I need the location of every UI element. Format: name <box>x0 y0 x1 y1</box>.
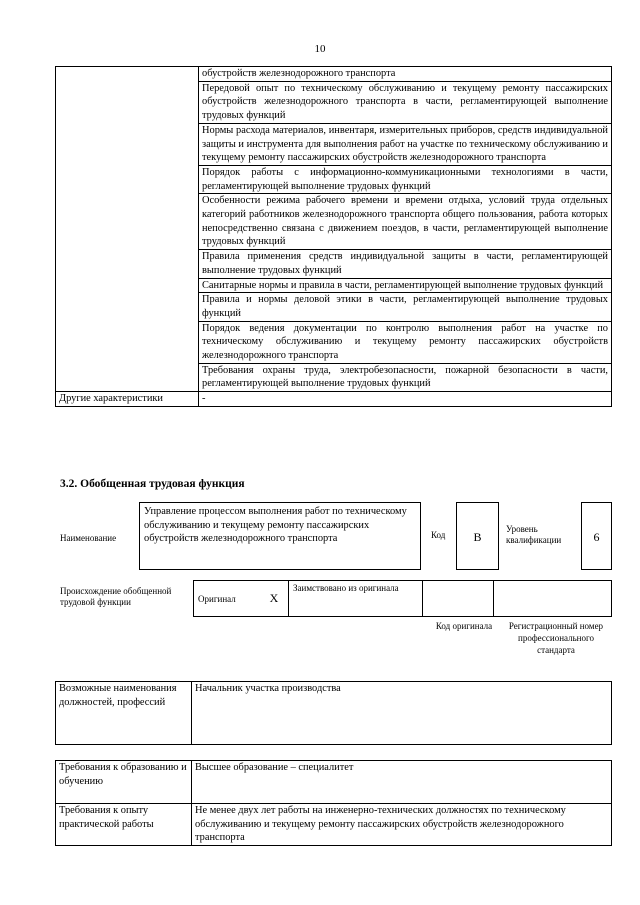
education-label: Требования к образованию и обучению <box>56 761 192 804</box>
education-table <box>55 760 612 846</box>
positions-value: Начальник участка производства <box>192 682 612 745</box>
other-characteristics-row <box>56 392 612 407</box>
function-level-box: 6 <box>581 502 612 570</box>
function-code-box: B <box>456 502 499 570</box>
knowledge-item: Порядок ведения документации по контролю выполнения работ на участке по техническому обслуживанию и текущему ремонту пассажирских обустройств железнодорожного транспорта <box>199 321 612 363</box>
code-original-cell <box>423 581 494 617</box>
code-label: Код <box>431 530 446 540</box>
knowledge-label-cell <box>56 67 199 392</box>
experience-value: Не менее двух лет работы на инженерно-технических должностях по техническому обслуживанию и текущему ремонту пассажирских обустройств железнодорожного транспорта <box>192 804 612 846</box>
knowledge-item: Нормы расхода материалов, инвентаря, измерительных приборов, средств индивидуальной защиты и инструмента для выполнения работ на участке по техническому обслуживанию и текущему ремонту пассажирских обустройств железнодорожного транспорта <box>199 123 612 165</box>
knowledge-table <box>55 66 612 407</box>
other-characteristics-label: Другие характеристики <box>56 392 199 407</box>
knowledge-item: Правила применения средств индивидуальной защиты в части, регламентирующей выполнение трудовых функций <box>199 250 612 278</box>
origin-table <box>193 580 612 617</box>
knowledge-item: Передовой опыт по техническому обслуживанию и текущему ремонту пассажирских обустройств железнодорожного транспорта в части, регламентирующей выполнение трудовых функций <box>199 81 612 123</box>
reg-number-cell <box>494 581 612 617</box>
section-title: 3.2. Обобщенная трудовая функция <box>60 478 245 490</box>
experience-label: Требования к опыту практической работы <box>56 804 192 846</box>
knowledge-row <box>56 67 612 82</box>
knowledge-item: Санитарные нормы и правила в части, регламентирующей выполнение трудовых функций <box>199 278 612 293</box>
education-value: Высшее образование – специалитет <box>192 761 612 804</box>
borrowed-label: Заимствовано из оригинала <box>289 581 423 617</box>
name-label: Наименование <box>60 533 117 543</box>
level-label: Уровень квалификации <box>506 524 562 545</box>
page-number: 10 <box>314 43 326 55</box>
function-name-box: Управление процессом выполнения работ по техническому обслуживанию и текущему ремонту пассажирских обустройств железнодорожного транспорта <box>139 502 421 570</box>
positions-label: Возможные наименования должностей, профессий <box>56 682 192 745</box>
positions-table <box>55 681 612 745</box>
knowledge-item: Правила и нормы деловой этики в части, регламентирующей выполнение трудовых функций <box>199 293 612 321</box>
original-label: Оригинал <box>194 581 261 617</box>
origin-label: Происхождение обобщенной трудовой функции <box>60 586 172 607</box>
knowledge-item: обустройств железнодорожного транспорта <box>199 67 612 82</box>
code-original-label: Код оригинала <box>435 621 493 631</box>
knowledge-item: Особенности режима рабочего времени и времени отдыха, условий труда отдельных категорий работников железнодорожного транспорта общего пользования, работа которых непосредственно связана с движением поездов, в части, регламентирующей выполнение трудовых функций <box>199 194 612 250</box>
original-mark: X <box>260 581 289 617</box>
knowledge-item: Требования охраны труда, электробезопасности, пожарной безопасности в части, регламентирующей выполнение трудовых функций <box>199 363 612 391</box>
reg-number-label: Регистрационный номер профессионального стандарта <box>508 621 604 655</box>
other-characteristics-value: - <box>199 392 612 407</box>
knowledge-item: Порядок работы с информационно-коммуникационными технологиями в части, регламентирующей выполнение трудовых функций <box>199 165 612 193</box>
